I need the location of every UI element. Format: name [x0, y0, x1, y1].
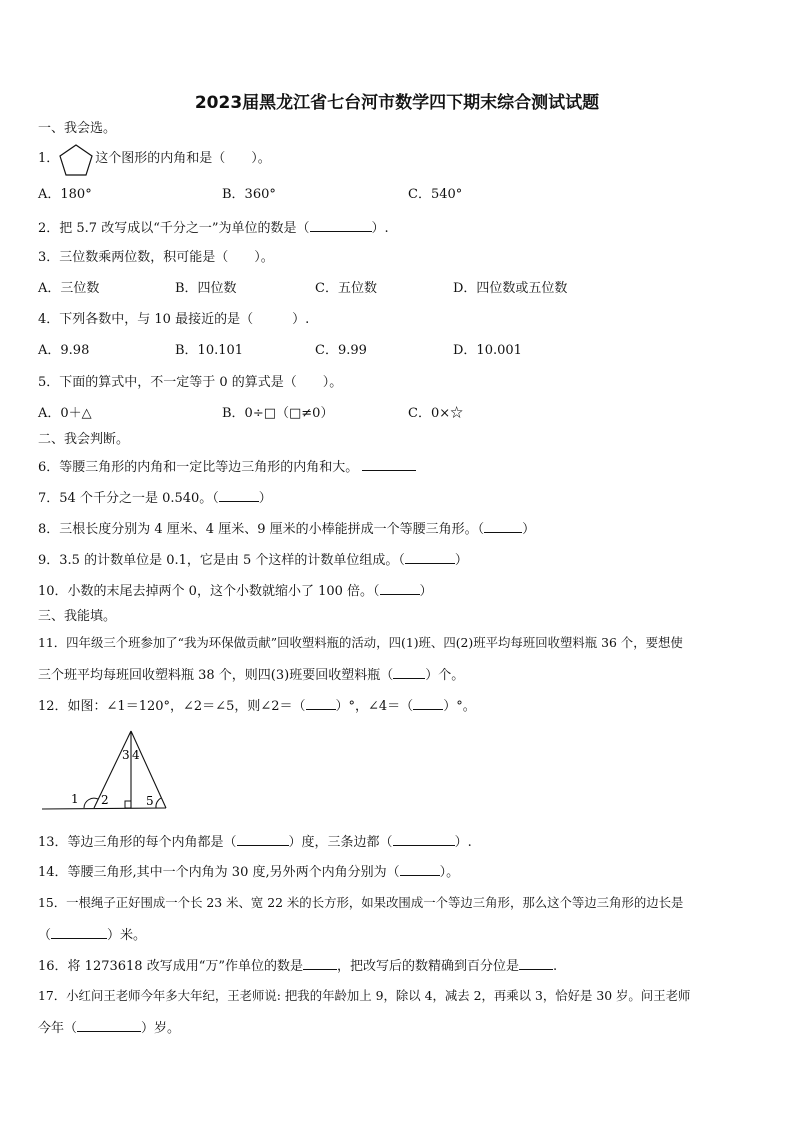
question-6-text: 6．等腰三角形的内角和一定比等边三角形的内角和大。 [38, 460, 359, 475]
question-17-line-1: 17．小红问王老师今年多大年纪，王老师说: 把我的年龄加上 9，除以 4，减去 2，再乘以 3，恰好是 30 岁。问王老师 [38, 988, 691, 1003]
question-11-line-1: 11．四年级三个班参加了“我为环保做贡献”回收塑料瓶的活动，四(1)班、四(2)班平均每班回收塑料瓶 36 个，要想使 [38, 635, 683, 650]
question-13 [38, 833, 472, 851]
question-12 [38, 697, 476, 715]
answer-blank[interactable] [393, 833, 455, 846]
question-1-option-c: C．540° [408, 187, 463, 202]
question-9-end: ） [454, 553, 468, 568]
question-15-end: ）米。 [107, 928, 147, 943]
question-1-option-a: A．180° [38, 187, 92, 202]
question-3-option-d: D．四位数或五位数 [453, 281, 568, 296]
section-heading-fill: 三、我能填。 [38, 609, 117, 624]
question-4: 4．下列各数中，与 10 最接近的是（ ）. [38, 312, 310, 327]
answer-blank[interactable] [413, 697, 443, 710]
answer-blank[interactable] [219, 489, 259, 502]
answer-blank[interactable] [306, 697, 336, 710]
question-6 [38, 458, 416, 476]
question-10-text: 10．小数的末尾去掉两个 0，这个小数就缩小了 100 倍。（ [38, 584, 380, 599]
answer-blank[interactable] [380, 582, 420, 595]
pentagon-figure [58, 143, 94, 177]
question-17-end: ）岁。 [141, 1021, 181, 1036]
question-12-text: 12．如图：∠1＝120°，∠2＝∠5，则∠2＝（ [38, 699, 306, 714]
question-7-end: ） [258, 491, 272, 506]
question-2 [38, 219, 389, 237]
angle-label-1: 1 [71, 792, 79, 806]
angle-label-2: 2 [101, 793, 109, 807]
section-heading-choice: 一、我会选。 [38, 121, 117, 136]
question-2-text: 2．把 5.7 改写成以“千分之一”为单位的数是（ [38, 221, 310, 236]
question-4-option-d: D．10.001 [453, 343, 522, 358]
question-7 [38, 489, 272, 507]
question-4-option-c: C．9.99 [315, 343, 367, 358]
question-2-end: ）. [371, 221, 389, 236]
answer-blank[interactable] [51, 926, 107, 939]
angle-label-3: 3 [122, 748, 130, 762]
section-heading-judge: 二、我会判断。 [38, 432, 130, 447]
answer-blank[interactable] [310, 219, 372, 232]
question-4-option-a: A．9.98 [38, 343, 90, 358]
question-16 [38, 957, 557, 975]
question-14 [38, 863, 459, 881]
question-17-text: 今年（ [38, 1021, 78, 1036]
angle-label-4: 4 [132, 748, 140, 762]
question-5-option-a: A．0＋△ [38, 406, 92, 421]
question-16-end: . [553, 959, 558, 974]
question-11-line-2 [38, 666, 464, 684]
question-5-option-c: C．0×☆ [408, 406, 464, 421]
question-16-middle: ，把改写后的数精确到百分位是 [337, 959, 520, 974]
question-17-line-2 [38, 1019, 180, 1037]
question-8 [38, 520, 535, 538]
question-14-end: ）。 [439, 865, 460, 880]
angle-label-5: 5 [146, 794, 154, 808]
question-12-end: ）°。 [443, 699, 476, 714]
answer-blank[interactable] [400, 863, 440, 876]
question-3-option-b: B．四位数 [175, 281, 237, 296]
answer-blank[interactable] [484, 520, 522, 533]
question-8-end: ） [522, 522, 536, 537]
question-14-text: 14．等腰三角形,其中一个内角为 30 度,另外两个内角分别为（ [38, 865, 400, 880]
page-title: 2023届黑龙江省七台河市数学四下期末综合测试试题 [194, 93, 600, 113]
question-13-end: ）. [454, 835, 472, 850]
question-12-middle: ）°，∠4＝（ [335, 699, 414, 714]
question-5-option-b: B．0÷□（□≠0） [222, 406, 334, 421]
question-1-option-b: B．360° [222, 187, 276, 202]
question-13-text: 13．等边三角形的每个内角都是（ [38, 835, 237, 850]
question-3: 3．三位数乘两位数，积可能是（ ）。 [38, 250, 274, 265]
question-13-middle: ）度，三条边都（ [288, 835, 393, 850]
answer-blank[interactable] [519, 957, 553, 970]
triangle-figure [38, 725, 178, 815]
answer-blank[interactable] [393, 666, 425, 679]
question-9 [38, 551, 468, 569]
question-15-line-2 [38, 926, 146, 944]
question-15-line-1: 15．一根绳子正好围成一个长 23 米、宽 22 米的长方形，如果改围成一个等边三角形，那么这个等边三角形的边长是 [38, 895, 684, 910]
question-10 [38, 582, 433, 600]
question-1-number: 1． [38, 151, 60, 166]
answer-blank[interactable] [237, 833, 289, 846]
question-8-text: 8．三根长度分别为 4 厘米、4 厘米、9 厘米的小棒能拼成一个等腰三角形。（ [38, 522, 485, 537]
answer-blank[interactable] [303, 957, 337, 970]
question-4-option-b: B．10.101 [175, 343, 244, 358]
question-3-option-a: A．三位数 [38, 281, 100, 296]
question-7-text: 7．54 个千分之一是 0.540。（ [38, 491, 219, 506]
question-5: 5．下面的算式中，不一定等于 0 的算式是（ ）。 [38, 375, 343, 390]
answer-blank[interactable] [405, 551, 455, 564]
question-1-text: 这个图形的内角和是（ ）。 [95, 151, 271, 166]
question-10-end: ） [419, 584, 433, 599]
question-15-text: （ [38, 928, 52, 943]
answer-blank[interactable] [362, 458, 416, 471]
question-11-text: 三个班平均每班回收塑料瓶 38 个，则四(3)班要回收塑料瓶（ [38, 668, 394, 683]
question-3-option-c: C．五位数 [315, 281, 377, 296]
question-16-text: 16．将 1273618 改写成用“万”作单位的数是 [38, 959, 303, 974]
answer-blank[interactable] [77, 1019, 141, 1032]
question-9-text: 9．3.5 的计数单位是 0.1，它是由 5 个这样的计数单位组成。（ [38, 553, 405, 568]
question-11-end: ）个。 [425, 668, 465, 683]
